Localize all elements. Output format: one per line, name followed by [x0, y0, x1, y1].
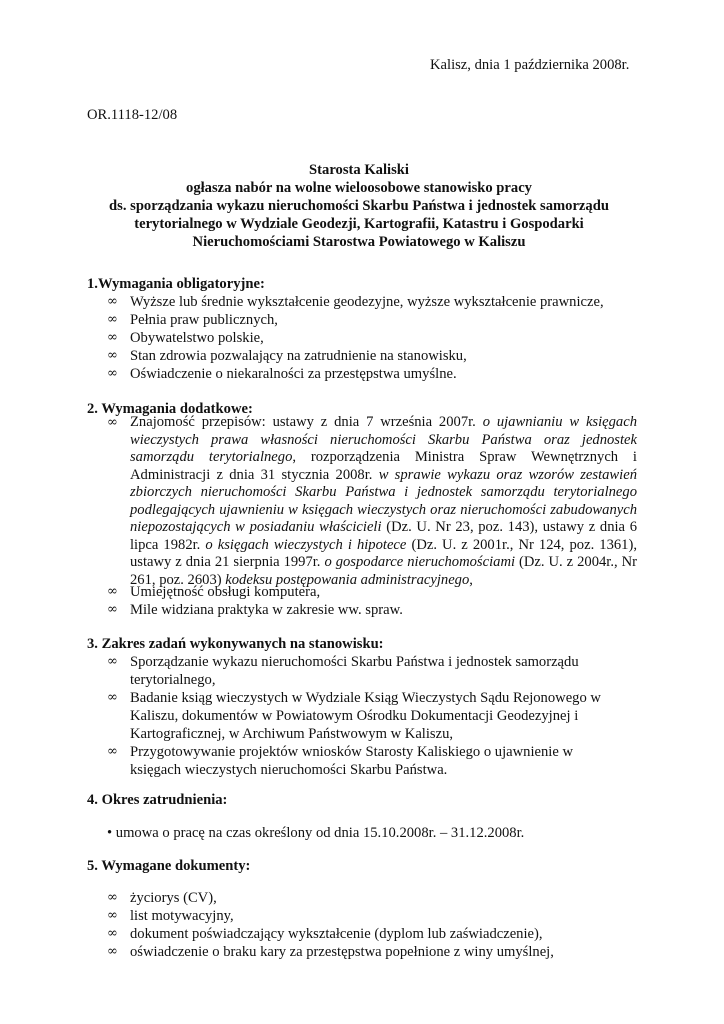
infinity-bullet-icon: ∞ [107, 602, 118, 617]
section-5-list [107, 889, 637, 961]
infinity-bullet-icon: ∞ [107, 654, 118, 669]
list-item-text: dokument poświadczający wykształcenie (dyplom lub zaświadczenie), [130, 926, 543, 942]
infinity-bullet-icon: ∞ [107, 415, 118, 430]
legal-title: o księgach wieczystych i hipotece [205, 536, 407, 553]
infinity-bullet-icon: ∞ [107, 294, 118, 309]
infinity-bullet-icon: ∞ [107, 312, 118, 327]
legal-text: (Dz. U. z 2004r., Nr 261, poz. 2603) [130, 554, 638, 588]
list-item [107, 653, 627, 689]
legal-title: w sprawie wykazu oraz wzorów zestawień zbiorczych nieruchomości Skarbu Państwa i jednostek samorządu terytorialnego podlegających ujawnieniu w księgach wieczystych oraz nieruchomości zabudowanych niepozostających w posiadaniu właścicieli [130, 466, 637, 535]
infinity-bullet-icon: ∞ [107, 890, 118, 905]
list-item-text: Przygotowywanie projektów wniosków Starosty Kaliskiego o ujawnienie w księgach wieczystych nieruchomości Skarbu Państwa. [130, 744, 574, 778]
list-item-text: oświadczenie o braku kary za przestępstwa popełnione z winy umyślnej, [130, 944, 554, 960]
list-item [107, 414, 637, 589]
header-line: Nieruchomościami Starostwa Powiatowego w Kaliszu [192, 234, 526, 250]
legal-text: (Dz. U. z 2001r., Nr 124, poz. 1361), ustawy z dnia 21 sierpnia 1997r. [130, 536, 637, 570]
infinity-bullet-icon: ∞ [107, 944, 118, 959]
list-item-text: Oświadczenie o niekaralności za przestępstwa umyślne. [130, 366, 457, 382]
list-item [107, 347, 637, 365]
list-item-text: list motywacyjny, [130, 908, 234, 924]
section-1-title: 1.Wymagania obligatoryjne: [87, 276, 265, 292]
header-line: terytorialnego w Wydziale Geodezji, Kartografii, Katastru i Gospodarki [134, 216, 584, 232]
employment-period [107, 824, 647, 842]
list-item [107, 907, 637, 925]
section-1-list [107, 293, 637, 383]
dot-bullet-icon: • [107, 825, 113, 841]
list-item [107, 943, 637, 961]
reference-number: OR.1118-12/08 [87, 107, 178, 123]
list-item [107, 583, 637, 601]
infinity-bullet-icon: ∞ [107, 926, 118, 941]
legal-title: o gospodarce nieruchomościami [324, 554, 516, 570]
list-item-text: życiorys (CV), [130, 890, 217, 906]
list-item [107, 743, 627, 779]
legal-title: kodeksu postępowania administracyjnego [225, 571, 470, 588]
list-item [107, 329, 637, 347]
header-line: ds. sporządzania wykazu nieruchomości Skarbu Państwa i jednostek samorządu [109, 198, 609, 214]
list-item [107, 311, 637, 329]
section-2-list [107, 414, 637, 589]
list-item-text: Wyższe lub średnie wykształcenie geodezyjne, wyższe wykształcenie prawnicze, [130, 294, 604, 310]
section-2-title: 2. Wymagania dodatkowe: [87, 401, 253, 417]
list-item-text: Pełnia praw publicznych, [130, 312, 278, 328]
list-item-text: Obywatelstwo polskie, [130, 330, 264, 346]
place-date: Kalisz, dnia 1 października 2008r. [430, 57, 630, 73]
list-item [107, 365, 637, 383]
list-item [107, 889, 637, 907]
list-item-text: Umiejętność obsługi komputera, [130, 584, 321, 600]
section-4-title: 4. Okres zatrudnienia: [87, 792, 228, 808]
announcement-header [87, 161, 631, 251]
section-5-title: 5. Wymagane dokumenty: [87, 858, 251, 874]
legal-text: , rozporządzenia Ministra Spraw Wewnętrznych i Administracji z dnia 31 stycznia 2008r. [130, 449, 637, 483]
list-item [107, 293, 637, 311]
infinity-bullet-icon: ∞ [107, 348, 118, 363]
infinity-bullet-icon: ∞ [107, 908, 118, 923]
list-item-text: Stan zdrowia pozwalający na zatrudnienie na stanowisku, [130, 348, 467, 364]
infinity-bullet-icon: ∞ [107, 690, 118, 705]
legal-title: o ujawnianiu w księgach wieczystych prawa własności nieruchomości Skarbu Państwa oraz jednostek samorządu terytorialnego [130, 414, 638, 465]
legal-text: (Dz. U. Nr 23, poz. 143), ustawy z dnia 6 lipca 1982r. [130, 519, 637, 553]
list-item-text: Sporządzanie wykazu nieruchomości Skarbu Państwa i jednostek samorządu terytorialnego, [130, 654, 579, 688]
legal-text: , [469, 571, 473, 588]
infinity-bullet-icon: ∞ [107, 330, 118, 345]
employment-period-text: umowa o pracę na czas określony od dnia 15.10.2008r. – 31.12.2008r. [115, 825, 525, 841]
list-item [107, 925, 637, 943]
legal-text: Znajomość przepisów: ustawy z dnia 7 września 2007r. [130, 414, 483, 430]
section-3-list [107, 653, 627, 779]
header-line: ogłasza nabór na wolne wieloosobowe stanowisko pracy [186, 180, 532, 196]
section-3-title: 3. Zakres zadań wykonywanych na stanowisku: [87, 636, 384, 652]
list-item-text: Badanie ksiąg wieczystych w Wydziale Ksiąg Wieczystych Sądu Rejonowego w Kaliszu, dokumentów w Powiatowym Ośrodku Dokumentacji Geodezyjnej i Kartograficznej, w Archiwum Państwowym w Kaliszu, [130, 690, 601, 742]
list-item [107, 689, 627, 743]
header-line: Starosta Kaliski [309, 162, 409, 178]
infinity-bullet-icon: ∞ [107, 366, 118, 381]
section-2-list-extra [107, 583, 637, 619]
infinity-bullet-icon: ∞ [107, 744, 118, 759]
list-item-text: Mile widziana praktyka w zakresie ww. spraw. [130, 602, 403, 618]
list-item [107, 601, 637, 619]
infinity-bullet-icon: ∞ [107, 584, 118, 599]
